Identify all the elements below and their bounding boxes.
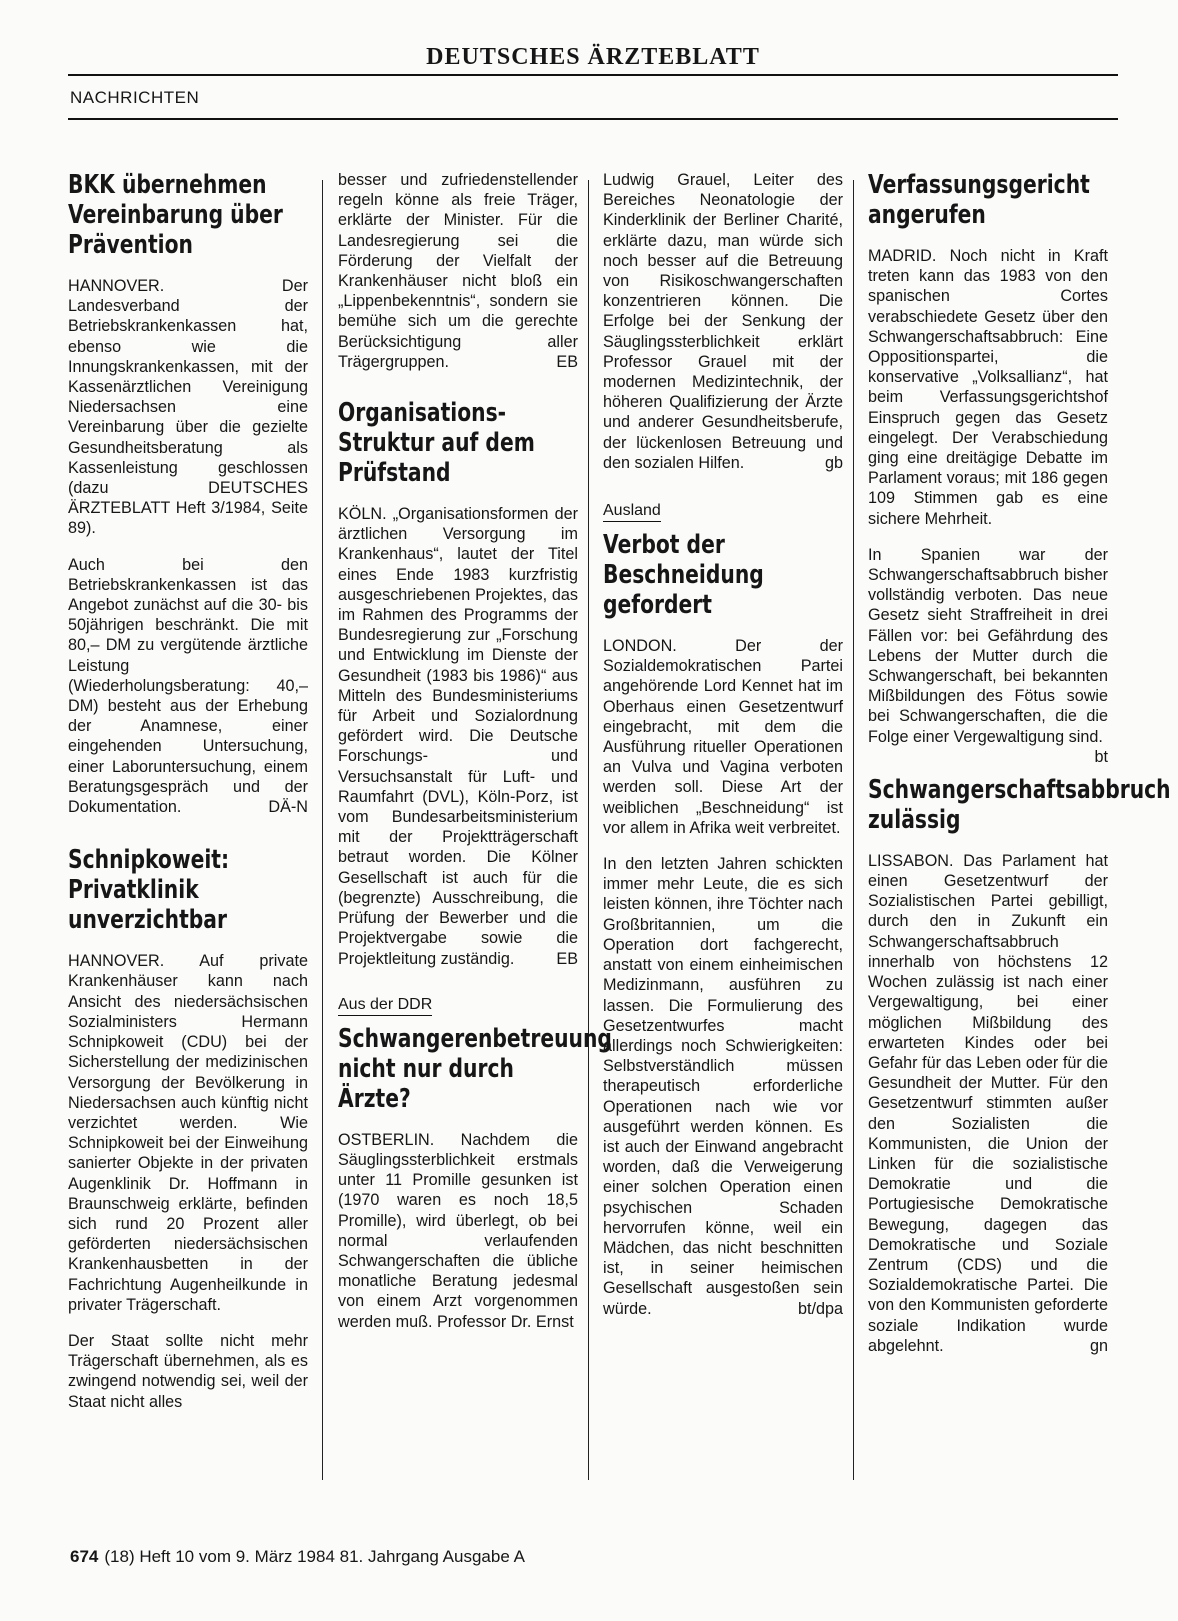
body-paragraph: HANNOVER. Der Landesverband der Betriebskrankenkassen hat, ebenso wie die Innungskrankenkassen, mit der Kassenärztlichen Vereinigung Niedersachsen eine Vereinbarung über die gezielte Gesundheitsberatung als Kassenleistung geschlossen (dazu DEUTSCHES ÄRZTEBLATT Heft 3/1984, Seite 89). xyxy=(68,277,308,538)
headline-verfassungsgericht: Verfassungsgericht angerufen xyxy=(868,170,1090,230)
section-kicker: Ausland xyxy=(603,501,661,522)
headline-schwangerenbetreuung: Schwangerenbetreuung nicht nur durch Ärzte? xyxy=(338,1023,612,1114)
headline-schnipkoweit: Schnipkoweit: Privatklinik unverzichtbar xyxy=(68,845,230,936)
column-2 xyxy=(338,170,612,1515)
column-divider xyxy=(588,180,589,1480)
body-paragraph: MADRID. Noch nicht in Kraft treten kann das 1983 von den spanischen Cortes verabschiedete Gesetz über den Schwangerschaftsabbruch: Eine Oppositionspartei, die konservative „Volksallianz“, hat beim Verfassungsgerichtshof Einspruch gegen das Gesetz eingelegt. Der Verabschiedung ging eine dreitägige Debatte im Parlament voraus; mit 186 gegen 109 Stimmen gab es eine sichere Mehrheit. xyxy=(868,247,1108,528)
body-paragraph: In Spanien war der Schwangerschaftsabbruch bisher vollständig verboten. Das neue Gesetz sieht Straffreiheit in drei Fällen vor: bei Gefährdung des Lebens der Mutter durch die Schwangerschaft, bei bekannten Mißbildungen des Fötus sowie bei Schwangerschaften, die die Folge einer Vergewaltigung sind. bt xyxy=(868,545,1108,766)
issue-info: (18) Heft 10 vom 9. März 1984 81. Jahrgang Ausgabe A xyxy=(104,1547,525,1566)
body-paragraph: In den letzten Jahren schickten immer mehr Leute, die es sich leisten können, ihre Töchter nach Großbritannien, um die Operation dort fachgerecht, anstatt von einem einheimischen Medizinmann, ausführen zu lassen. Die Formulierung des Gesetzentwurfes macht allerdings noch Schwierigkeiten: Selbstverständlich müssen therapeutisch erforderliche Operationen nach wie vor ausgeführt werden können. Es ist auch der Einwand angebracht worden, daß die Verweigerung einer solchen Operation einen psychischen Schaden hervorrufen könne, weil ein Mädchen, das nicht beschnitten ist, in seiner heimischen Gesellschaft ausgestoßen sein würde. bt/dpa xyxy=(603,855,843,1318)
author-signature: bt/dpa xyxy=(797,1299,843,1318)
section-rule xyxy=(68,118,1118,120)
author-signature: bt xyxy=(1094,747,1108,766)
headline-schwangerschaftsabbruch: Schwangerschaftsabbruch zulässig xyxy=(868,774,1171,835)
column-divider xyxy=(853,180,854,1480)
page-footer xyxy=(70,1547,525,1567)
author-signature: EB xyxy=(556,949,578,968)
column-1 xyxy=(68,170,308,1515)
body-paragraph: besser und zufriedenstellender regeln könne als freie Träger, erklärte der Minister. Für die Landesregierung sei die Förderung der Vielfalt der Krankenhäuser nicht bloß ein „Lippenbekenntnis“, sondern sie bemühe sich um die gerechte Berücksichtigung aller Trägergruppen. EB xyxy=(338,171,578,371)
body-paragraph: LONDON. Der der Sozialdemokratischen Partei angehörende Lord Kennet hat im Oberhaus einen Gesetzentwurf eingebracht, mit dem die Ausführung ritueller Operationen an Vulva und Vagina verboten werden soll. Diese Art der weiblichen „Beschneidung“ ist vor allem in Afrika weit verbreitet. xyxy=(603,637,843,837)
author-signature: EB xyxy=(556,352,578,371)
headline-organisation: Organisations-Struktur auf dem Prüfstand xyxy=(338,398,535,489)
author-signature: gb xyxy=(824,453,843,472)
body-paragraph: Der Staat sollte nicht mehr Trägerschaft übernehmen, als es zwingend notwendig sei, weil der Staat nicht alles xyxy=(68,1331,308,1411)
body-paragraph: LISSABON. Das Parlament hat einen Gesetzentwurf der Sozialistischen Partei gebilligt, durch den in Zukunft ein Schwangerschaftsabbruch innerhalb von höchstens 12 Wochen zulässig ist nach einer Vergewaltigung, bei einer möglichen Mißbildung des erwarteten Kindes oder bei Gefahr für das Leben oder für die Gesundheit der Mutter. Für den Gesetzentwurf stimmten außer den Sozialisten die Kommunisten, die Union der Linken für die sozialistische Demokratie und die Portugiesische Demokratische Bewegung, dagegen das Demokratische und Soziale Zentrum (CDS) und die Sozialdemokratische Partei. Die von den Kommunisten geforderte soziale Indikation wurde abgelehnt. gn xyxy=(868,851,1108,1355)
masthead: DEUTSCHES ÄRZTEBLATT xyxy=(426,44,760,70)
headline-verbot: Verbot der Beschneidung gefordert xyxy=(603,530,764,621)
column-3 xyxy=(603,170,843,1515)
headline-bkk: BKK übernehmen Vereinbarung über Prävention xyxy=(68,170,283,260)
column-4 xyxy=(868,170,1171,1515)
masthead-rule xyxy=(68,74,1118,76)
body-paragraph: HANNOVER. Auf private Krankenhäuser kann nach Ansicht des niedersächsischen Sozialministers Hermann Schnipkoweit (CDU) bei der Sicherstellung der medizinischen Versorgung der Bevölkerung in Niedersachsen auch künftig nicht verzichtet werden. Wie Schnipkoweit bei der Einweihung sanierter Objekte in der privaten Augenklinik Dr. Hoffmann in Braunschweig erklärte, befinden sich rund 20 Prozent aller geförderten niedersächsischen Krankenhausbetten in der Fachrichtung Augenheilkunde in privater Trägerschaft. xyxy=(68,952,308,1314)
section-kicker: Aus der DDR xyxy=(338,995,432,1016)
page-number: 674 xyxy=(70,1547,99,1566)
author-signature: DÄ-N xyxy=(268,798,308,817)
section-label: NACHRICHTEN xyxy=(70,88,200,107)
article-columns xyxy=(68,170,1171,1515)
body-paragraph: Auch bei den Betriebskrankenkassen ist das Angebot zunächst auf die 30- bis 50jährigen beschränkt. Die mit 80,– DM zu vergütende ärztliche Leistung (Wiederholungsberatung: 40,– DM) besteht aus der Erhebung der Anamnese, einer eingehenden Untersuchung, einer Laboruntersuchung, einem Beratungsgespräch und der Dokumentation. DÄ-N xyxy=(68,555,308,817)
body-paragraph: OSTBERLIN. Nachdem die Säuglingssterblichkeit erstmals unter 11 Promille gesunken ist (1970 waren es noch 18,5 Promille), wird überlegt, ob bei normal verlaufenden Schwangerschaften die übliche monatliche Beratung jedesmal von einem Arzt vorgenommen werden muß. Professor Dr. Ernst xyxy=(338,1130,578,1331)
column-divider xyxy=(322,180,323,1480)
body-paragraph: Ludwig Grauel, Leiter des Bereiches Neonatologie der Kinderklinik der Berliner Charité, erklärte dazu, man würde sich noch besser auf die Betreuung von Risikoschwangerschaften konzentrieren können. Die Erfolge bei der Senkung der Säuglingssterblichkeit erklärt Professor Grauel mit der modernen Medizintechnik, der höheren Qualifizierung der Ärzte und anderer Gesundheitsberufe, der lückenlosen Betreuung und den sozialen Hilfen. gb xyxy=(603,171,843,472)
author-signature: gn xyxy=(1089,1336,1108,1355)
body-paragraph: KÖLN. „Organisationsformen der ärztlichen Versorgung im Krankenhaus“, lautet der Titel eines Ende 1983 kurzfristig ausgeschriebenen Projektes, das im Rahmen des Programms der Bundesregierung zur „Forschung und Entwicklung im Dienste der Gesundheit (1983 bis 1986)“ aus Mitteln des Bundesministeriums für Arbeit und Sozialordnung gefördert wird. Die Deutsche Forschungs- und Versuchsanstalt für Luft- und Raumfahrt (DVL), Köln-Porz, ist vom Bundesarbeitsministerium mit der Projektträgerschaft betraut worden. Die Kölner Gesellschaft ist auch für die (begrenzte) Ausschreibung, die Prüfung der Bewerber und die Projektvergabe sowie die Projektleitung zuständig. EB xyxy=(338,505,578,968)
